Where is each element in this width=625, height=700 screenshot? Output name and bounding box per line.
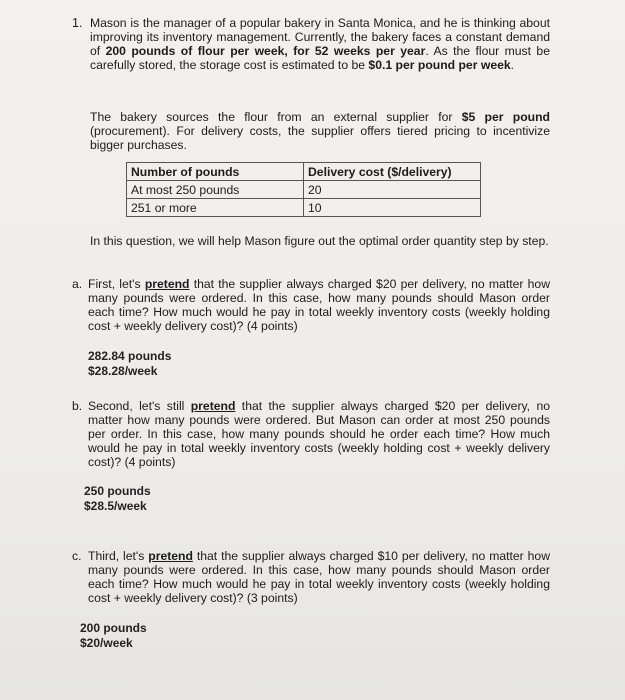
part-b-pretend: pretend	[190, 399, 236, 413]
part-c-answer	[80, 621, 147, 650]
table-cell: 251 or more	[127, 199, 304, 217]
procurement-bold: $5 per pound	[461, 110, 550, 124]
part-c-text: that the supplier always charged $10 per delivery, no matter how many pounds were ordered. In this case, how many pounds should Mason order each time? How much would he pay in total weekly inventory costs (weekly holding cost + weekly delivery cost)? (3 points)	[88, 549, 550, 605]
part-c-label: c.	[72, 549, 82, 563]
intro-paragraph-1	[90, 16, 550, 72]
part-b-text: that the supplier always charged $20 per delivery, no matter how many pounds were ordered. But Mason can order at most 250 pounds per order. In this case, how many pounds should he order each time? How much would he pay in total weekly inventory costs (weekly holding cost + weekly delivery cost)? (4 points)	[88, 399, 550, 469]
part-b-label: b.	[72, 399, 83, 413]
part-a-answer-cost: $28.28/week	[88, 363, 158, 378]
intro-1-end: .	[510, 58, 515, 72]
part-c-pre: Third, let's	[88, 549, 149, 563]
part-c-answer-quantity: 200 pounds	[80, 621, 147, 635]
table-cell: 20	[304, 181, 481, 199]
part-a-pretend: pretend	[144, 277, 190, 291]
part-b-answer-quantity: 250 pounds	[84, 484, 151, 498]
table-header-cost: Delivery cost ($/delivery)	[304, 163, 481, 181]
part-a-pre: First, let's	[88, 277, 145, 291]
part-b-question	[88, 399, 550, 469]
storage-cost-bold: $0.1 per pound per week	[368, 58, 511, 72]
table-cell: At most 250 pounds	[127, 181, 304, 199]
part-a-question	[88, 277, 550, 333]
part-a-answer	[88, 349, 171, 378]
part-c-answer-cost: $20/week	[80, 635, 133, 650]
intro-paragraph-3: In this question, we will help Mason figure out the optimal order quantity step by step.	[90, 234, 549, 248]
demand-bold: 200 pounds of flour per week, for 52 weeks per year	[105, 44, 426, 58]
table-row	[127, 199, 481, 217]
intro-2-end: (procurement). For delivery costs, the supplier offers tiered pricing to incentivize bigger purchases.	[90, 124, 550, 152]
part-b-pre: Second, let's still	[88, 399, 191, 413]
intro-1-text: Mason is the manager of a popular bakery in Santa Monica, and he is thinking about improving its inventory management. Currently, the bakery faces a constant demand of	[90, 16, 550, 58]
part-a-label: a.	[72, 277, 83, 291]
table-cell: 10	[304, 199, 481, 217]
table-row	[127, 181, 481, 199]
intro-paragraph-2	[90, 110, 550, 152]
part-b-answer	[84, 484, 151, 513]
part-a-text: that the supplier always charged $20 per delivery, no matter how many pounds were ordered. In this case, how many pounds should Mason order each time? How much would he pay in total weekly inventory costs (weekly holding cost + weekly delivery cost)? (4 points)	[88, 277, 550, 333]
part-c-pretend: pretend	[148, 549, 193, 563]
part-b-answer-cost: $28.5/week	[84, 498, 147, 513]
intro-2-text: The bakery sources the flour from an external supplier for	[90, 110, 462, 124]
delivery-cost-table	[126, 162, 481, 217]
question-number: 1.	[72, 16, 83, 30]
part-a-answer-quantity: 282.84 pounds	[88, 349, 172, 363]
table-header-pounds: Number of pounds	[127, 163, 304, 181]
intro-1-mid: . As the flour must be carefully stored, the storage cost is estimated to be	[90, 44, 550, 72]
table-header-row	[127, 163, 481, 181]
part-c-question	[88, 549, 550, 605]
